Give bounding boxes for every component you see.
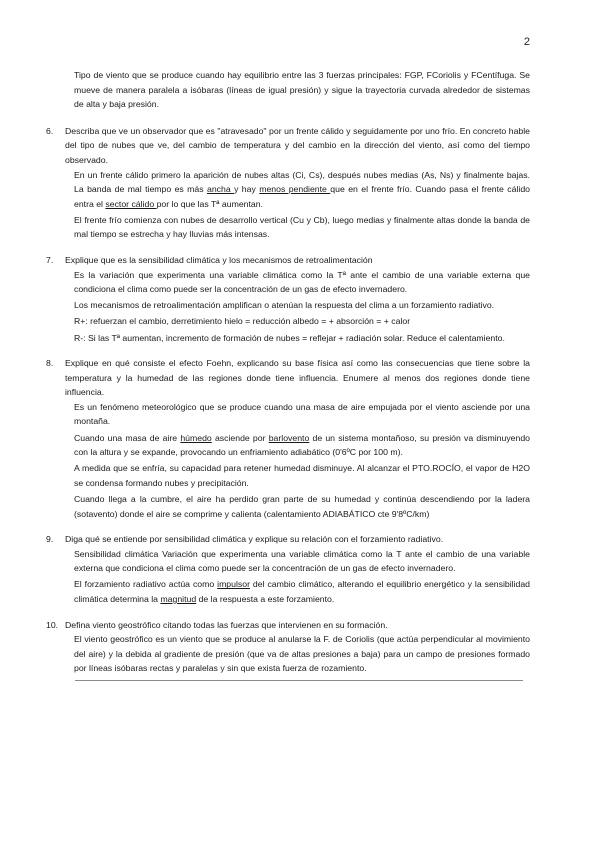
answer-block — [74, 400, 530, 521]
answer-paragraph — [74, 577, 530, 606]
question-header — [46, 532, 530, 547]
answer-block — [74, 632, 530, 676]
answer-paragraph: El viento geostrófico es un viento que se produce al anularse la F. de Coriolis (que actúa perpendicular al movimiento del aire) y la debida al gradiente de presión (que va de altas presiones a baja) para un campo de presiones formado por líneas isóbaras rectas y paralelas y sin que exista fuerza de rozamiento. — [74, 634, 530, 674]
answer-block — [74, 168, 530, 242]
question-7 — [46, 253, 530, 345]
underlined-term: ancha — [206, 184, 235, 195]
question-10 — [46, 618, 530, 676]
answer-paragraph: R+: refuerzan el cambio, derretimiento hielo = reducción albedo = + absorción = + calor — [74, 316, 411, 327]
question-text: Defina viento geostrófico citando todas las fuerzas que intervienen en su formación. — [65, 619, 388, 630]
question-number: 10. — [46, 619, 59, 630]
answer-block — [74, 547, 530, 607]
text-run: del cambio climático, alterando el equilibrio energético y la sensibilidad climática determina la — [74, 579, 530, 604]
question-number: 6. — [46, 125, 54, 136]
underlined-term: magnitud — [160, 594, 197, 604]
question-text: Diga qué se entiende por sensibilidad climática y explique su relación con el forzamiento radiativo. — [65, 534, 444, 545]
answer-paragraph: Cuando llega a la cumbre, el aire ha perdido gran parte de su humedad y continúa descendiendo por la ladera (sotavento) donde el aire se comprime y calienta (calentamiento ADIABÁTICO cte 9'8ºC/km) — [74, 493, 530, 519]
document-body — [46, 68, 530, 687]
answer-paragraph: Es la variación que experimenta una variable climática como la Tª ante el cambio de una variable externa que condiciona el clima como puede ser la concentración de un gas de efecto invernadero. — [74, 269, 530, 295]
answer-paragraph: Es un fenómeno meteorológico que se produce cuando una masa de aire empujada por el viento asciende por una montaña. — [74, 401, 530, 427]
underlined-term: impulsor — [217, 579, 250, 590]
answer-paragraph — [74, 168, 530, 212]
underlined-term: barlovento — [268, 432, 310, 443]
text-run: de un sistema montañoso, su presión va disminuyendo con la altura y se expande, provocando un enfriamiento adiabático (0'6ºC por 100 m). — [74, 432, 531, 458]
answer-block — [74, 268, 530, 345]
text-run: asciende por — [211, 432, 269, 443]
answer-paragraph: A medida que se enfría, su capacidad para retener humedad disminuye. Al alcanzar el PTO.ROCÍO, el vapor de H2O se condensa formando nubes y precipitación. — [74, 463, 530, 488]
text-run: Cuando una masa de aire — [74, 432, 181, 443]
horizontal-divider — [75, 680, 523, 681]
text-run: y hay — [234, 184, 260, 195]
question-header — [46, 356, 530, 400]
answer-paragraph: Los mecanismos de retroalimentación amplifican o atenúan la respuesta del clima a un forzamiento radiativo. — [74, 300, 495, 311]
intro-paragraph — [74, 68, 530, 112]
page-number: 2 — [523, 36, 530, 48]
answer-paragraph — [74, 431, 530, 460]
answer-paragraph: R-: Si las Tª aumentan, incremento de formación de nubes = reflejar + radiación solar. Reduce el calentamiento. — [74, 332, 505, 343]
question-text: Explique que es la sensibilidad climática y los mecanismos de retroalimentación — [65, 255, 373, 266]
text-run: por lo que las Tª aumentan. — [156, 198, 263, 209]
question-9 — [46, 532, 530, 606]
question-8 — [46, 356, 530, 521]
answer-paragraph: Sensibilidad climática Variación que experimenta una variable climática como la T ante el cambio de una variable externa que condiciona el clima como puede ser la concentración de un gas de efecto invernadero. — [74, 548, 530, 574]
text-run: El forzamiento radiativo actúa como — [74, 579, 218, 590]
question-number: 8. — [46, 358, 54, 369]
question-header — [46, 253, 530, 268]
text-run: En un frente cálido primero la aparición de nubes altas (Ci, Cs), después nubes medias (As, Ns) y finalmente bajas. La banda de mal tiempo es más — [74, 169, 530, 195]
underlined-term: húmedo — [180, 432, 212, 443]
intro-text: Tipo de viento que se produce cuando hay equilibrio entre las 3 fuerzas principales: FGP, FCoriolis y FCentífuga. Se mueve de manera paralela a isóbaras (líneas de igual presión) y sigue la trayectoria curvada alrededor de sistemas de alta y baja presión. — [74, 70, 530, 110]
text-run: de la respuesta a este forzamiento. — [196, 594, 335, 604]
question-number: 7. — [46, 255, 54, 266]
underlined-term: menos pendiente — [259, 184, 331, 195]
question-number: 9. — [46, 534, 54, 545]
underlined-term: sector cálido — [105, 198, 157, 209]
question-text: Describa que ve un observador que es "atravesado" por un frente cálido y seguidamente por uno frío. En concreto hable del tipo de nubes que ve, del cambio de temperatura y del cambio en la dirección del viento, así como del tiempo observado. — [65, 125, 530, 165]
question-text: Explique en qué consiste el efecto Foehn, explicando su base física así como las consecuencias que tiene sobre la temperatura y la humedad de las regiones donde tiene influencia. Enumere al menos dos regiones donde tiene influencia. — [65, 358, 530, 398]
question-6 — [46, 124, 530, 242]
question-header — [46, 618, 530, 633]
answer-paragraph: El frente frío comienza con nubes de desarrollo vertical (Cu y Cb), luego medias y finalmente altas donde la banda de mal tiempo se estrecha y hay lluvias más intensas. — [74, 214, 530, 240]
question-header — [46, 124, 530, 168]
text-run: que en el frente frío. Cuando pasa el frente cálido entra el — [74, 184, 530, 209]
